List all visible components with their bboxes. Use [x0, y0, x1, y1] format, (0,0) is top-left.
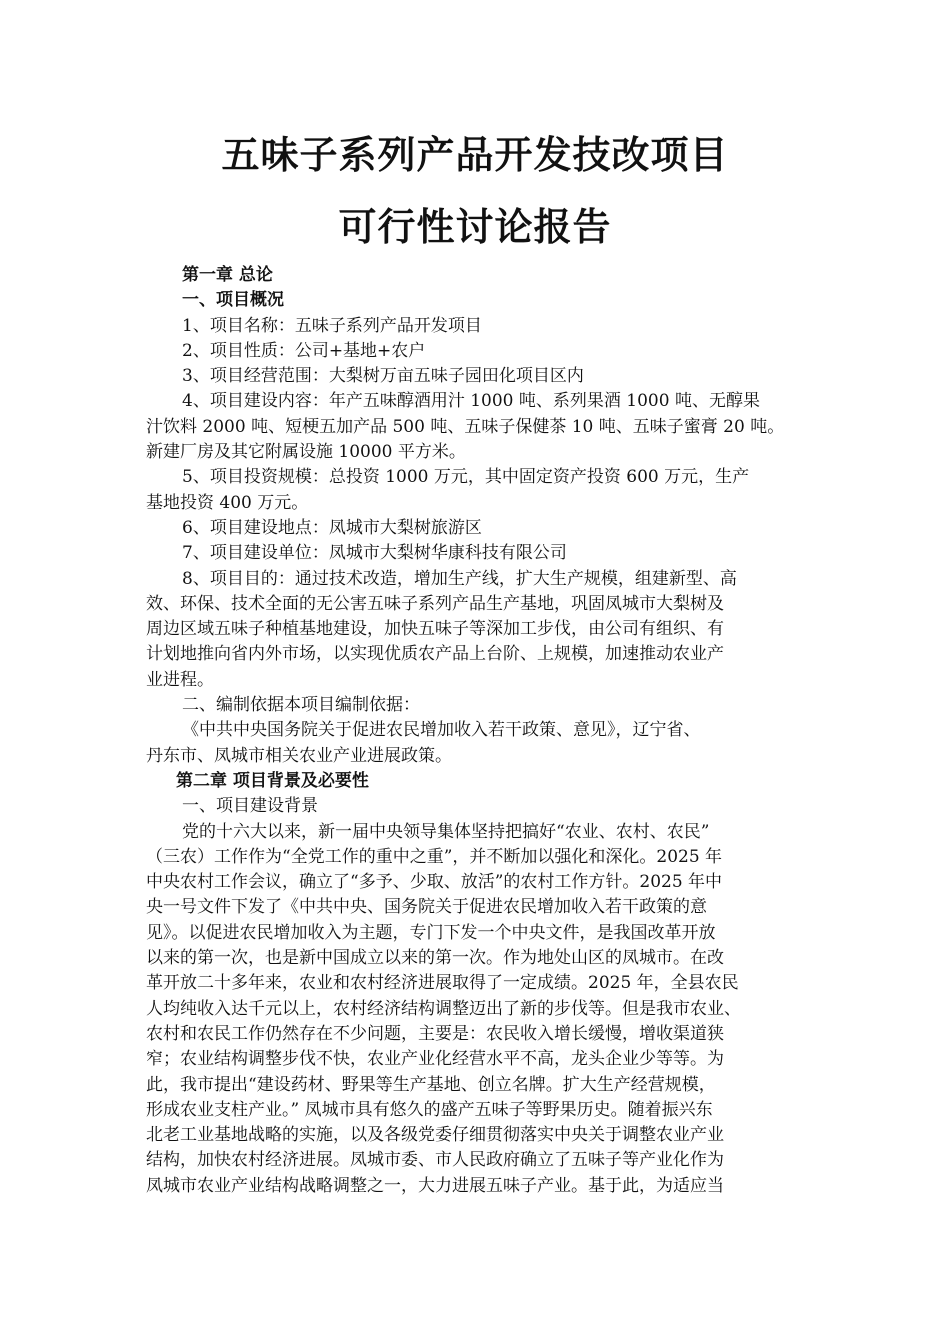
body-line: 北老工业基地战略的实施，以及各级党委仔细贯彻落实中央关于调整农业产业 — [146, 1125, 724, 1146]
body-line: 农村和农民工作仍然存在不少问题，主要是：农民收入增长缓慢，增收渠道狭 — [146, 1023, 724, 1044]
section-heading: 一、项目概况 — [182, 290, 284, 311]
document-body — [146, 263, 810, 1199]
body-line: 业进程。 — [146, 669, 214, 690]
body-line: 汁饮料 2000 吨、短梗五加产品 500 吨、五味子保健茶 10 吨、五味子蜜膏 20 吨。 — [146, 416, 785, 437]
body-line: 《中共中央国务院关于促进农民增加收入若干政策、意见》，辽宁省、 — [182, 720, 701, 741]
body-line: 8、项目目的：通过技术改造，增加生产线，扩大生产规模，组建新型、高 — [182, 568, 737, 589]
body-line: 效、环保、技术全面的无公害五味子系列产品生产基地，巩固凤城市大梨树及 — [146, 593, 724, 614]
body-line: 1、项目名称：五味子系列产品开发项目 — [182, 315, 482, 336]
section-heading: 二、编制依据本项目编制依据： — [182, 695, 420, 716]
body-line: 3、项目经营范围：大梨树万亩五味子园田化项目区内 — [182, 366, 584, 387]
body-line: 基地投资 400 万元。 — [146, 492, 309, 513]
section-heading: 一、项目建设背景 — [182, 796, 318, 817]
body-line: 丹东市、凤城市相关农业产业进展政策。 — [146, 745, 452, 766]
body-line: 4、项目建设内容：年产五味醇酒用汁 1000 吨、系列果酒 1000 吨、无醇果 — [182, 391, 760, 412]
body-line: 5、项目投资规模：总投资 1000 万元，其中固定资产投资 600 万元，生产 — [182, 467, 750, 488]
chapter-heading: 第二章 项目背景及必要性 — [176, 770, 369, 791]
body-line: （三农）工作作为“全党工作的重中之重”，并不断加以强化和深化。2025 年 — [146, 846, 723, 867]
chapter-heading: 第一章 总论 — [182, 265, 273, 285]
body-line: 凤城市农业产业结构战略调整之一，大力进展五味子产业。基于此，为适应当 — [146, 1175, 724, 1196]
body-line: 新建厂房及其它附属设施 10000 平方米。 — [146, 442, 466, 463]
body-line: 人均纯收入达千元以上，农村经济结构调整迈出了新的步伐等。但是我市农业、 — [146, 998, 741, 1019]
body-line: 形成农业支柱产业。” 凤城市具有悠久的盛产五味子等野果历史。随着振兴东 — [146, 1099, 713, 1120]
body-line: 周边区域五味子种植基地建设，加快五味子等深加工步伐，由公司有组织、有 — [146, 619, 724, 640]
body-line: 6、项目建设地点：凤城市大梨树旅游区 — [182, 517, 482, 538]
document-title-line1: 五味子系列产品开发技改项目 — [221, 132, 729, 177]
body-line: 党的十六大以来，新一届中央领导集体坚持把搞好“农业、农村、农民” — [182, 821, 710, 842]
body-line: 革开放二十多年来，农业和农村经济进展取得了一定成绩。2025 年，全县农民 — [146, 973, 739, 994]
document-title-line2: 可行性讨论报告 — [338, 204, 612, 249]
body-line: 结构，加快农村经济进展。凤城市委、市人民政府确立了五味子等产业化作为 — [146, 1150, 724, 1171]
body-line: 央一号文件下发了《中共中央、国务院关于促进农民增加收入若干政策的意 — [146, 897, 707, 918]
body-line: 计划地推向省内外市场，以实现优质农产品上台阶、上规模，加速推动农业产 — [146, 644, 724, 665]
body-line: 见》。以促进农民增加收入为主题，专门下发一个中央文件，是我国改革开放 — [146, 922, 716, 943]
body-line: 窄；农业结构调整步伐不快，农业产业化经营水平不高，龙头企业少等等。为 — [146, 1049, 724, 1070]
body-line: 7、项目建设单位：凤城市大梨树华康科技有限公司 — [182, 543, 567, 564]
body-line: 此，我市提出“建设药材、野果等生产基地、创立名牌。扩大生产经营规模， — [146, 1074, 716, 1095]
body-line: 中央农村工作会议，确立了“多予、少取、放活”的农村工作方针。2025 年中 — [146, 872, 723, 893]
body-line: 2、项目性质：公司+基地+农户 — [182, 340, 426, 361]
body-line: 以来的第一次，也是新中国成立以来的第一次。作为地处山区的凤城市。在改 — [146, 948, 724, 969]
